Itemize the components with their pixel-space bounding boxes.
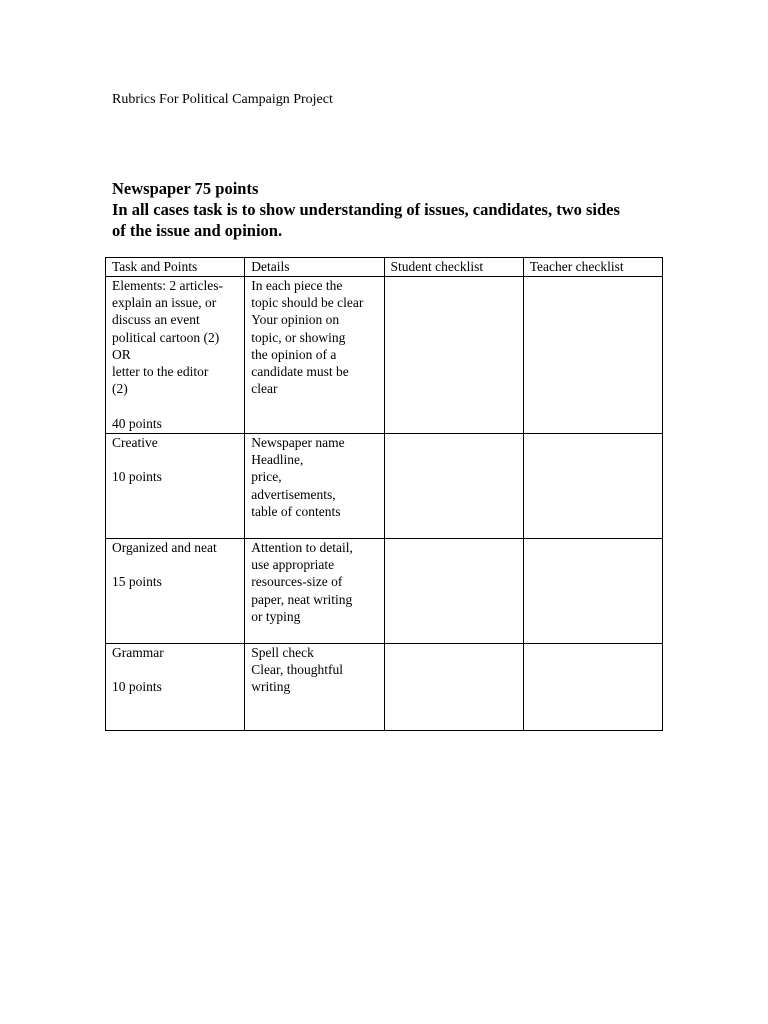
details-cell xyxy=(245,539,384,644)
detail-line: resources-size of xyxy=(251,574,343,590)
rubric-table xyxy=(105,257,663,731)
task-cell xyxy=(106,277,245,434)
table-header-row xyxy=(106,258,663,277)
detail-line: candidate must be xyxy=(251,364,349,380)
detail-line: table of contents xyxy=(251,503,341,519)
section-heading xyxy=(112,178,672,241)
task-line: Creative xyxy=(112,435,158,450)
detail-line: Newspaper name xyxy=(251,435,345,450)
task-line: Grammar xyxy=(112,645,164,660)
section-instructions-line-2: of the issue and opinion. xyxy=(112,221,283,240)
task-cell xyxy=(106,644,245,731)
details-cell xyxy=(245,644,384,731)
student-checklist-cell xyxy=(384,277,523,434)
detail-line: or typing xyxy=(251,608,301,624)
table-row xyxy=(106,434,663,539)
detail-line: Spell check xyxy=(251,645,314,660)
student-checklist-cell xyxy=(384,644,523,731)
task-line: Elements: 2 articles- xyxy=(112,278,223,293)
header-student-checklist: Student checklist xyxy=(384,258,523,277)
student-checklist-cell xyxy=(384,434,523,539)
table-row xyxy=(106,644,663,731)
header-task-and-points: Task and Points xyxy=(106,258,245,277)
task-cell xyxy=(106,539,245,644)
task-line: political cartoon (2) xyxy=(112,329,220,345)
detail-line: Attention to detail, xyxy=(251,540,353,555)
details-cell xyxy=(245,434,384,539)
detail-line: advertisements, xyxy=(251,486,336,502)
teacher-checklist-cell xyxy=(523,277,662,434)
detail-line: clear xyxy=(251,381,278,397)
teacher-checklist-cell xyxy=(523,644,662,731)
document-header: Rubrics For Political Campaign Project xyxy=(112,92,333,107)
table-row xyxy=(106,277,663,434)
task-line: OR xyxy=(112,346,131,362)
task-cell xyxy=(106,434,245,539)
detail-line: Clear, thoughtful xyxy=(251,662,343,678)
detail-line: use appropriate xyxy=(251,557,335,573)
details-cell xyxy=(245,277,384,434)
task-points: 15 points xyxy=(112,574,162,590)
detail-line: In each piece the xyxy=(251,278,343,293)
detail-line: topic, or showing xyxy=(251,329,346,345)
task-points: 10 points xyxy=(112,679,162,695)
task-line: discuss an event xyxy=(112,312,200,328)
teacher-checklist-cell xyxy=(523,539,662,644)
detail-line: price, xyxy=(251,469,282,485)
table-row xyxy=(106,539,663,644)
detail-line: Headline, xyxy=(251,452,304,468)
student-checklist-cell xyxy=(384,539,523,644)
teacher-checklist-cell xyxy=(523,434,662,539)
detail-line: the opinion of a xyxy=(251,346,337,362)
task-line: letter to the editor xyxy=(112,364,209,380)
detail-line: Your opinion on xyxy=(251,312,340,328)
detail-line: writing xyxy=(251,679,291,695)
task-line: explain an issue, or xyxy=(112,295,217,311)
task-line: Organized and neat xyxy=(112,540,217,555)
header-details: Details xyxy=(245,258,384,277)
task-line: (2) xyxy=(112,381,128,397)
detail-line: topic should be clear xyxy=(251,295,364,311)
header-teacher-checklist: Teacher checklist xyxy=(523,258,662,277)
section-instructions-line-1: In all cases task is to show understanding of issues, candidates, two sides xyxy=(112,200,620,219)
detail-line: paper, neat writing xyxy=(251,591,353,607)
section-title: Newspaper 75 points xyxy=(112,179,259,198)
task-points: 40 points xyxy=(112,415,162,431)
task-points: 10 points xyxy=(112,469,162,485)
